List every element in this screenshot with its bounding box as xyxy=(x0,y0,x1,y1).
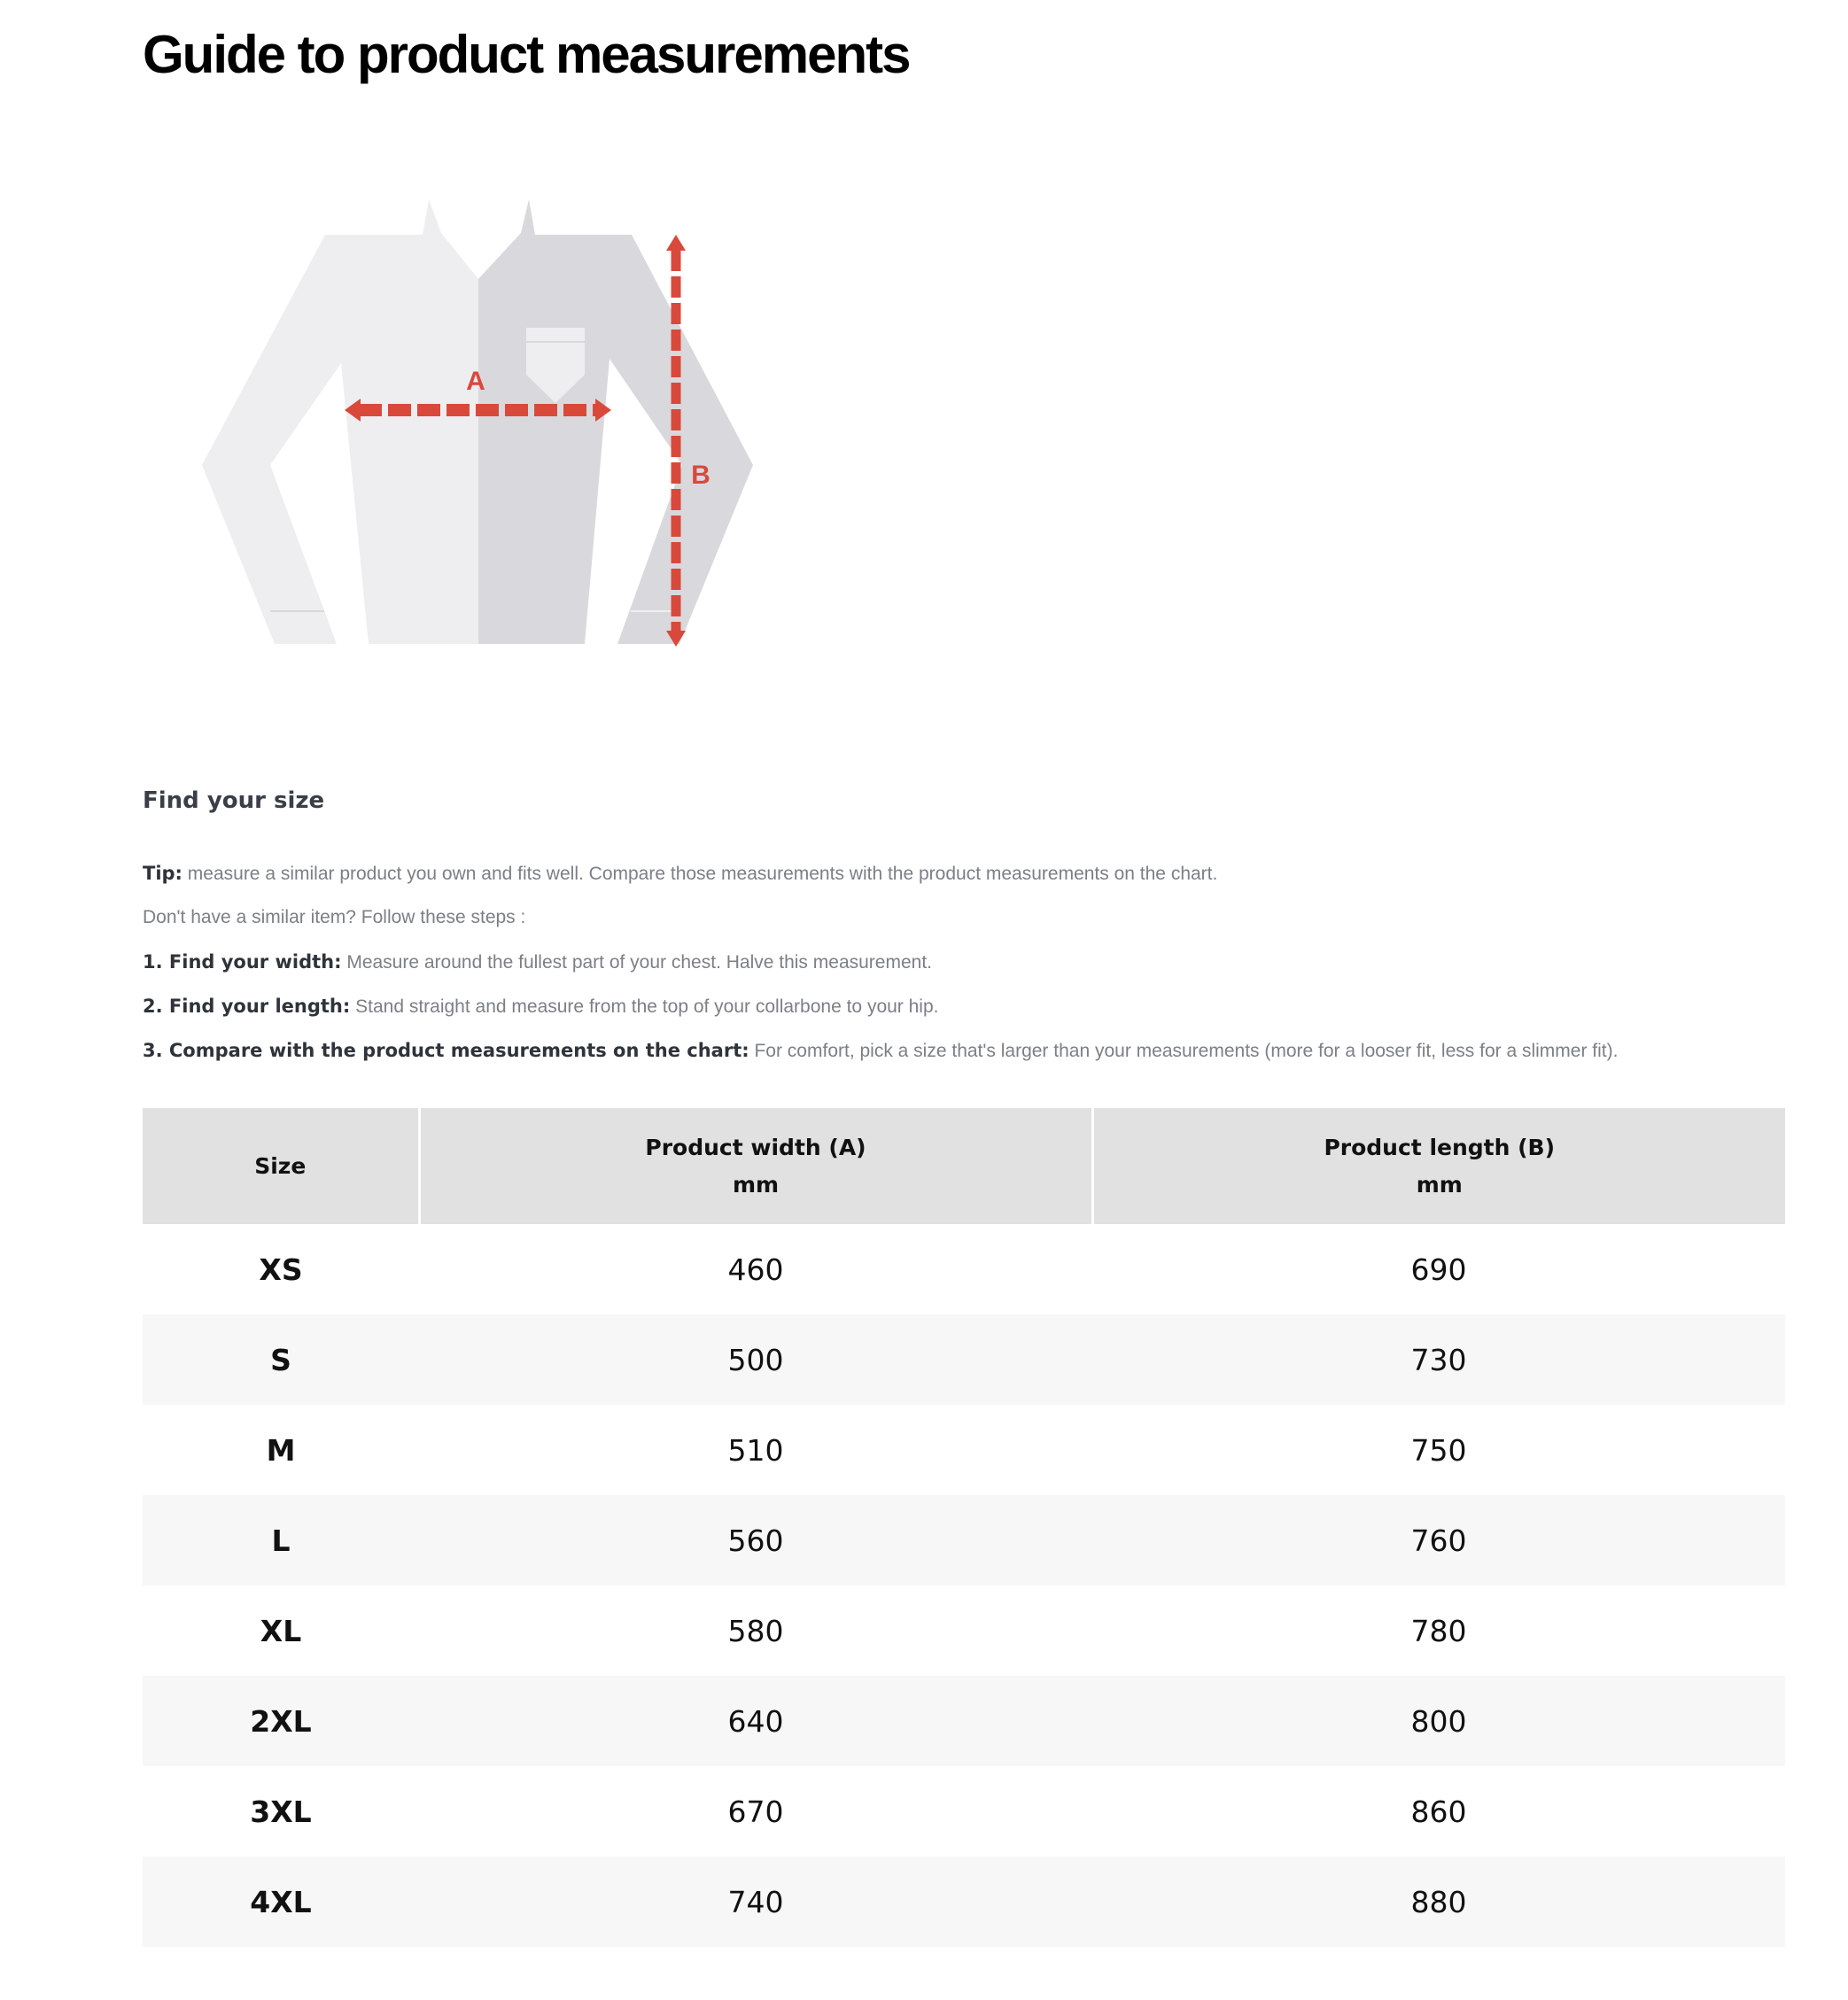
step-1-label: 1. Find your width: xyxy=(143,951,342,973)
shirt-illustration xyxy=(202,199,753,644)
header-length-unit: mm xyxy=(1416,1171,1463,1198)
header-product-length: Product length (B) mm xyxy=(1092,1108,1785,1224)
size-cell: 4XL xyxy=(143,1857,419,1947)
step-2 xyxy=(143,993,939,1020)
length-cell: 800 xyxy=(1092,1676,1785,1766)
step-2-label: 2. Find your length: xyxy=(143,996,351,1017)
table-row xyxy=(143,1495,1785,1585)
shirt-measurement-diagram xyxy=(177,177,797,673)
step-3 xyxy=(143,1037,1618,1065)
page-title: Guide to product measurements xyxy=(143,25,910,84)
size-cell: S xyxy=(143,1314,419,1405)
table-row xyxy=(143,1585,1785,1676)
size-cell: XL xyxy=(143,1585,419,1676)
label-b: B xyxy=(691,461,710,490)
steps-intro xyxy=(143,904,525,931)
size-cell: L xyxy=(143,1495,419,1585)
table-row xyxy=(143,1857,1785,1947)
width-cell: 580 xyxy=(419,1585,1092,1676)
step-3-label: 3. Compare with the product measurements on the chart: xyxy=(143,1040,749,1061)
step-3-text: For comfort, pick a size that's larger than your measurements (more for a looser fit, less for a slimmer fit). xyxy=(749,1041,1619,1061)
table-row xyxy=(143,1405,1785,1495)
width-cell: 740 xyxy=(419,1857,1092,1947)
length-cell: 750 xyxy=(1092,1405,1785,1495)
length-cell: 780 xyxy=(1092,1585,1785,1676)
width-cell: 500 xyxy=(419,1314,1092,1405)
steps-intro-text: Don't have a similar item? Follow these steps : xyxy=(143,907,526,927)
table-row xyxy=(143,1224,1785,1314)
length-cell: 730 xyxy=(1092,1314,1785,1405)
tip-line xyxy=(143,860,1217,888)
header-product-width: Product width (A) mm xyxy=(419,1108,1092,1224)
find-your-size-heading: Find your size xyxy=(143,787,325,814)
width-cell: 560 xyxy=(419,1495,1092,1585)
step-1 xyxy=(143,949,932,976)
table-row xyxy=(143,1676,1785,1766)
step-2-text: Stand straight and measure from the top of your collarbone to your hip. xyxy=(350,996,939,1017)
table-row xyxy=(143,1314,1785,1405)
width-cell: 640 xyxy=(419,1676,1092,1766)
label-a: A xyxy=(466,367,485,396)
header-width-unit: mm xyxy=(732,1171,780,1198)
tip-text: measure a similar product you own and fits well. Compare those measurements with the product measurements on the chart. xyxy=(182,864,1218,884)
size-chart-table xyxy=(143,1108,1785,1947)
width-cell: 510 xyxy=(419,1405,1092,1495)
width-cell: 460 xyxy=(419,1224,1092,1314)
width-cell: 670 xyxy=(419,1766,1092,1857)
size-cell: XS xyxy=(143,1224,419,1314)
step-1-text: Measure around the fullest part of your chest. Halve this measurement. xyxy=(341,952,932,973)
tip-label: Tip: xyxy=(143,863,182,884)
length-cell: 880 xyxy=(1092,1857,1785,1947)
table-header-row xyxy=(143,1108,1785,1224)
length-cell: 760 xyxy=(1092,1495,1785,1585)
size-cell: M xyxy=(143,1405,419,1495)
length-cell: 690 xyxy=(1092,1224,1785,1314)
header-size: Size xyxy=(143,1108,419,1224)
table-row xyxy=(143,1766,1785,1857)
length-cell: 860 xyxy=(1092,1766,1785,1857)
size-cell: 3XL xyxy=(143,1766,419,1857)
size-cell: 2XL xyxy=(143,1676,419,1766)
